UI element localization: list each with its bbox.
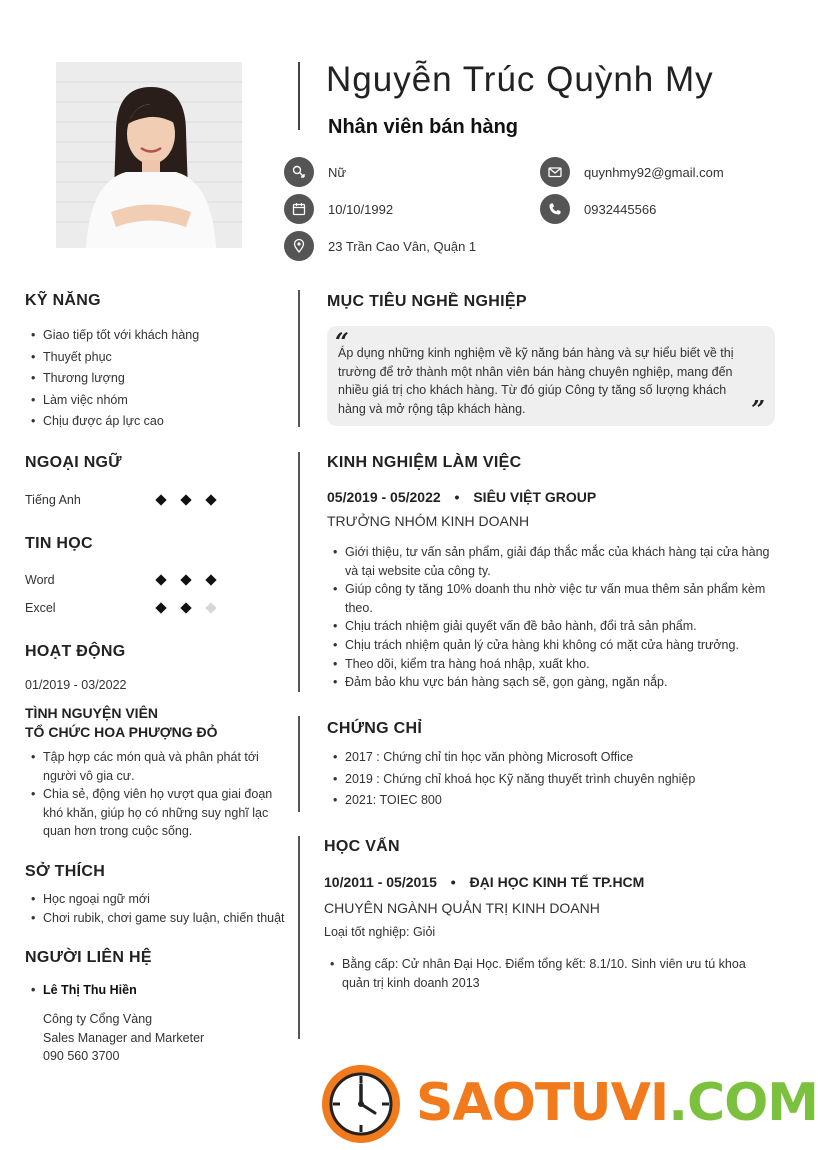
language-row	[25, 491, 225, 509]
skills-title: KỸ NĂNG	[25, 292, 101, 309]
education-school: ĐẠI HỌC KINH TẾ TP.HCM	[469, 874, 645, 890]
languages-title: NGOẠI NGỮ	[25, 454, 122, 471]
education-title: HỌC VẤN	[324, 838, 400, 855]
email-text[interactable]: quynhmy92@gmail.com	[584, 164, 724, 180]
objective-quote-box	[327, 326, 775, 426]
rating-diamond-filled	[155, 602, 166, 613]
education-major: CHUYÊN NGÀNH QUẢN TRỊ KINH DOANH	[324, 900, 600, 916]
location-pin-icon	[284, 231, 314, 261]
language-name: Tiếng Anh	[25, 493, 81, 507]
hobbies-list	[25, 890, 295, 928]
list-item: • Theo dõi, kiểm tra hàng hoá nhập, xuất kho.	[327, 655, 772, 674]
email-contact[interactable]	[540, 157, 724, 187]
education-list	[324, 955, 764, 992]
activities-list	[25, 748, 275, 841]
address-text: 23 Trần Cao Vân, Quận 1	[328, 238, 477, 254]
profile-photo	[56, 62, 242, 248]
education-grade: Loại tốt nghiệp: Giỏi	[324, 925, 436, 939]
activities-title: HOẠT ĐỘNG	[25, 643, 126, 660]
section-divider	[298, 716, 300, 812]
experience-period: 05/2019 - 05/2022	[327, 489, 441, 505]
hobbies-title: SỞ THÍCH	[25, 863, 106, 880]
phone-contact[interactable]	[540, 194, 656, 224]
gender-text: Nữ	[328, 164, 347, 180]
rating	[157, 496, 215, 504]
watermark-orange-text: SAOTUVI	[416, 1073, 669, 1133]
certificates-title: CHỨNG CHỈ	[327, 720, 423, 737]
list-item: • 2017 : Chứng chỉ tin học văn phòng Microsoft Office	[327, 747, 772, 769]
list-item: • Bằng cấp: Cử nhân Đại Học. Điểm tổng kết: 8.1/10. Sinh viên ưu tú khoa quản trị kinh doanh 2013	[324, 955, 764, 992]
phone-icon	[540, 194, 570, 224]
birthday-contact	[284, 194, 393, 224]
computing-row	[25, 599, 225, 617]
activity-period: 01/2019 - 03/2022	[25, 678, 127, 692]
education-period: 10/2011 - 05/2015	[324, 874, 437, 890]
reference-phone: 090 560 3700	[43, 1049, 120, 1063]
activity-role-line: TỔ CHỨC HOA PHƯỢNG ĐỎ	[25, 724, 218, 740]
skills-list	[25, 325, 285, 433]
watermark-text	[416, 1071, 818, 1135]
list-item: • Chịu được áp lực cao	[25, 411, 285, 433]
list-item: • Giới thiệu, tư vấn sản phẩm, giải đáp thắc mắc của khách hàng tại cửa hàng và tại website của công ty.	[327, 543, 772, 580]
list-item: • Giao tiếp tốt với khách hàng	[25, 325, 285, 347]
list-item: • 2019 : Chứng chỉ khoá học Kỹ năng thuyết trình chuyên nghiệp	[327, 769, 772, 791]
experience-header	[327, 489, 596, 505]
rating-diamond-filled	[180, 494, 191, 505]
reference-name-list	[25, 983, 275, 997]
list-item: • Chia sẻ, động viên họ vượt qua giai đoạn khó khăn, giúp họ có những suy nghĩ lạc quan hơn trong cuộc sống.	[25, 785, 275, 841]
list-item: • Làm việc nhóm	[25, 390, 285, 412]
list-item: • Tập hợp các món quà và phân phát tới người vô gia cư.	[25, 748, 275, 785]
activity-role-line: TÌNH NGUYỆN VIÊN	[25, 705, 159, 721]
close-quote-mark: ”	[751, 395, 765, 424]
list-item: • Thuyết phục	[25, 347, 285, 369]
portrait-image	[56, 62, 242, 248]
rating-diamond-filled	[205, 494, 216, 505]
phone-text[interactable]: 0932445566	[584, 201, 657, 217]
header-divider	[298, 62, 300, 130]
list-item: • Học ngoại ngữ mới	[25, 890, 295, 909]
computing-name: Excel	[25, 601, 56, 615]
mail-icon	[540, 157, 570, 187]
list-item: • Chơi rubik, chơi game suy luận, chiến thuật	[25, 909, 295, 928]
gender-icon	[284, 157, 314, 187]
reference-position: Sales Manager and Marketer	[43, 1030, 205, 1045]
experience-company: SIÊU VIỆT GROUP	[473, 489, 597, 505]
experience-title: KINH NGHIỆM LÀM VIỆC	[327, 454, 522, 471]
rating-diamond-filled	[205, 574, 216, 585]
rating-diamond-filled	[180, 574, 191, 585]
section-divider	[298, 290, 300, 427]
activity-role	[25, 704, 218, 742]
bullet-separator: •	[450, 874, 456, 890]
rating	[157, 604, 215, 612]
list-item: • Thương lượng	[25, 368, 285, 390]
list-item: • Chịu trách nhiệm quản lý cửa hàng khi không có mặt cửa hàng trưởng.	[327, 636, 772, 655]
objective-title: MỤC TIÊU NGHỀ NGHIỆP	[327, 293, 527, 310]
rating-diamond-filled	[155, 574, 166, 585]
list-item: • Đảm bảo khu vực bán hàng sạch sẽ, gọn gàng, ngăn nắp.	[327, 673, 772, 692]
section-divider	[298, 452, 300, 692]
computing-name: Word	[25, 573, 55, 587]
open-quote-mark: “	[335, 327, 349, 356]
clock-logo-icon	[320, 1063, 402, 1145]
rating-diamond-filled	[155, 494, 166, 505]
bullet-separator: •	[454, 489, 460, 505]
reference-details	[43, 1010, 204, 1066]
rating-diamond-filled	[180, 602, 191, 613]
section-divider	[298, 836, 300, 1039]
address-contact	[284, 231, 476, 261]
reference-company: Công ty Cổng Vàng	[43, 1012, 153, 1026]
gender-contact	[284, 157, 346, 187]
rating	[157, 576, 215, 584]
rating-diamond-empty	[205, 602, 216, 613]
birthday-text: 10/10/1992	[328, 201, 394, 217]
experience-role: TRƯỞNG NHÓM KINH DOANH	[327, 513, 530, 529]
objective-text: Áp dụng những kinh nghiệm về kỹ năng bán hàng và sự hiểu biết về thị trường để trở thành một nhân viên bán hàng chuyên nghiệp, mang đến nhiều giá trị cho khách hàng. Từ đó giúp Công ty tăng số lượng khách hàng và mở rộng tập khách hàng.	[338, 346, 734, 416]
education-header	[324, 874, 644, 890]
calendar-icon	[284, 194, 314, 224]
job-title: Nhân viên bán hàng	[328, 116, 519, 138]
computing-row	[25, 571, 225, 589]
list-item: • 2021: TOIEC 800	[327, 790, 772, 812]
certificates-list	[327, 747, 772, 812]
list-item: • Chịu trách nhiệm giải quyết vấn đề bảo hành, đổi trả sản phẩm.	[327, 617, 772, 636]
reference-name: • Lê Thị Thu Hiền	[25, 983, 275, 997]
experience-list	[327, 543, 772, 692]
computing-title: TIN HỌC	[25, 535, 93, 552]
list-item: • Giúp công ty tăng 10% doanh thu nhờ việc tư vấn mua thêm sản phẩm kèm theo.	[327, 580, 772, 617]
watermark-green-text: .COM	[668, 1073, 818, 1133]
candidate-name: Nguyễn Trúc Quỳnh My	[326, 60, 714, 99]
reference-title: NGƯỜI LIÊN HỆ	[25, 949, 152, 966]
